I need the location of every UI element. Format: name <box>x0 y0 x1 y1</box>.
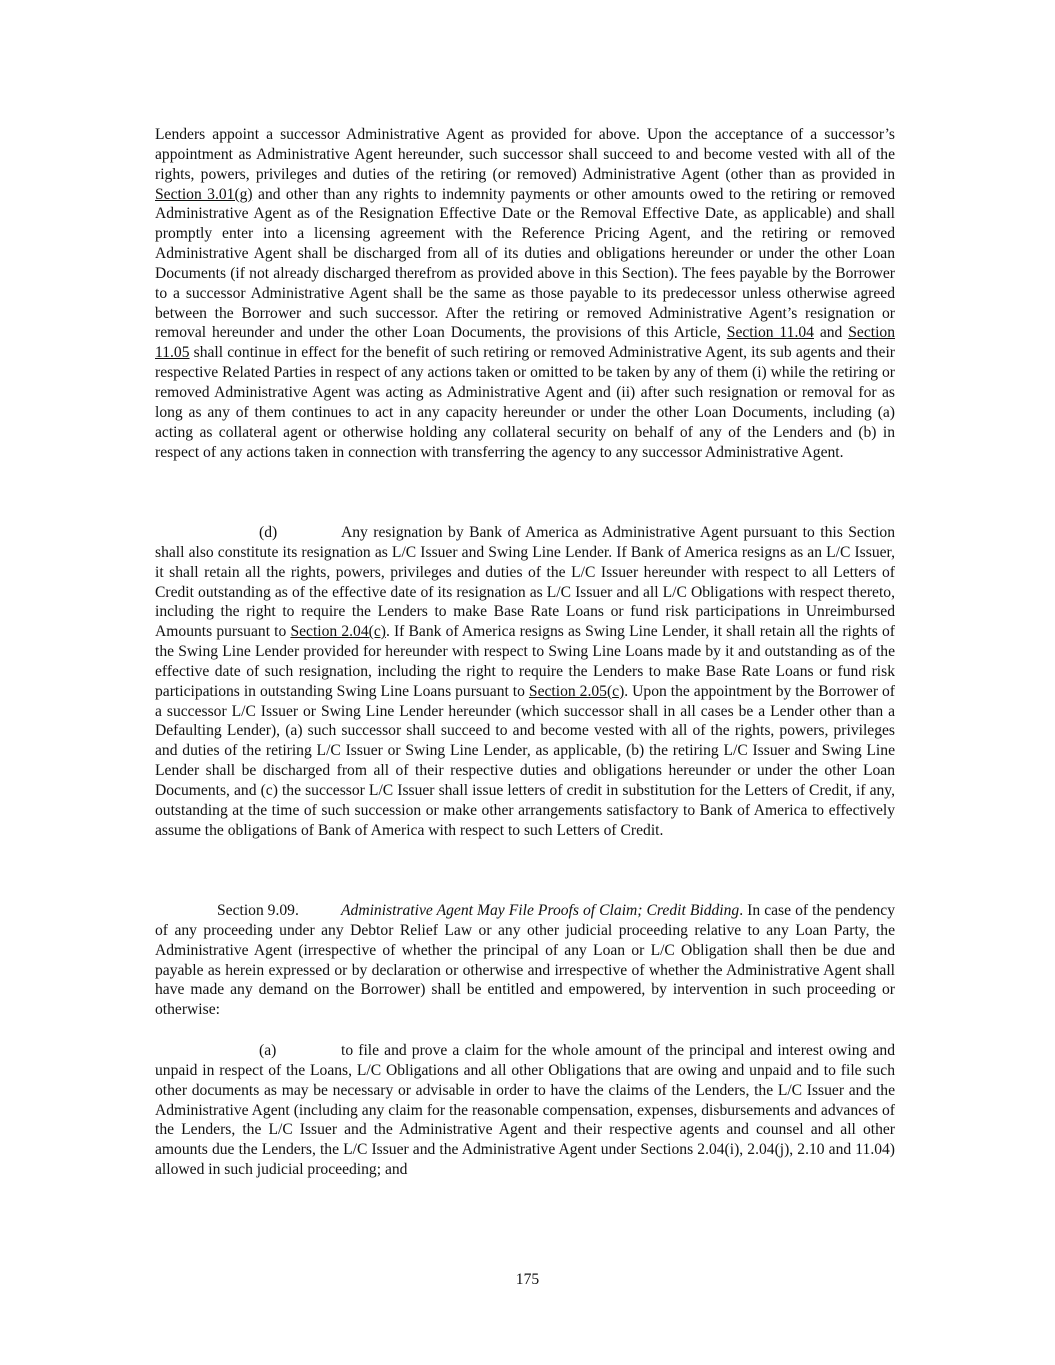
clause-label: (d) <box>259 524 278 541</box>
paragraph-successor-agent <box>155 125 895 462</box>
paragraph-text: Any resignation by Bank of America as Administrative Agent pursuant to this Section shall also constitute its resignation as L/C Issuer and Swing Line Lender. If Bank of America resigns as an L/C Issuer, it shall retain all the rights, powers, privileges and duties of the L/C Issuer hereunder with respect to all Letters of Credit outstanding as of the effective date of its resignation as L/C Issuer and all L/C Obligations with respect thereto, including the right to require the Lenders to make Base Rate Loans or fund risk participations in Unreimbursed Amounts pursuant to <box>155 524 895 641</box>
paragraph-text: Lenders appoint a successor Administrative Agent as provided for above. Upon the acceptance of a successor’s appointment as Administrative Agent hereunder, such successor shall succeed to and become vested with all of the rights, powers, privileges and duties of the retiring (or removed) Administrative Agent (other than as provided in <box>155 126 895 183</box>
section-reference-link: Section 2.05(c) <box>528 682 625 700</box>
paragraph-clause-a <box>155 1041 895 1180</box>
page-number: 175 <box>515 1271 540 1288</box>
section-reference-link: Section 2.04(c) <box>290 623 386 641</box>
section-heading: Administrative Agent May File Proofs of Claim; Credit Bidding <box>341 902 740 919</box>
section-reference-link: Section 11.05 <box>155 324 896 362</box>
paragraph-text: and other than any rights to indemnity payments or other amounts owed to the retiring or removed Administrative Agent as of the Resignation Effective Date or the Removal Effective Date, as applicable) and shall promptly enter into a licensing agreement with the Reference Pricing Agent, and the retiring or removed Administrative Agent shall be discharged from all of its duties and obligations hereunder or under the other Loan Documents (if not already discharged therefrom as provided above in this Section). The fees payable by the Borrower to a successor Administrative Agent shall be the same as those payable to its predecessor unless otherwise agreed between the Borrower and such successor. After the retiring or removed Administrative Agent’s resignation or removal hereunder and under the other Loan Documents, the provisions of this Article, <box>155 185 895 342</box>
paragraph-text: to file and prove a claim for the whole amount of the principal and interest owing and unpaid in respect of the Loans, L/C Obligations and all other Obligations that are owing and unpaid and to file such other documents as may be necessary or advisable in order to have the claims of the Lenders, the L/C Issuer and the Administrative Agent (including any claim for the reasonable compensation, expenses, disbursements and advances of the Lenders, the L/C Issuer and the Administrative Agent and their respective agents and counsel and all other amounts due the Lenders, the L/C Issuer and the Administrative Agent under Sections 2.04(i), 2.04(j), 2.10 and 11.04) allowed in such judicial proceeding; and <box>155 1042 895 1179</box>
paragraph-text: . If Bank of America resigns as Swing Line Lender, it shall retain all the rights of the Swing Line Lender provided for hereunder with respect to Swing Line Loans made by it and outstanding as of the effective date of such resignation, including the right to require the Lenders to make Base Rate Loans or fund risk participations in outstanding Swing Line Loans pursuant to <box>155 623 895 700</box>
paragraph-clause-d <box>155 523 895 841</box>
section-reference-link: Section 3.01(g) <box>155 185 253 203</box>
paragraph-text: . In case of the pendency of any proceeding under any Debtor Relief Law or any other judicial proceeding relative to any Loan Party, the Administrative Agent (irrespective of whether the principal of any Loan or L/C Obligation shall then be due and payable as herein expressed or by declaration or otherwise and irrespective of whether the Administrative Agent shall have made any demand on the Borrower) shall be entitled and empowered, by intervention in such proceeding or otherwise: <box>155 902 895 1019</box>
section-number: Section 9.09. <box>217 902 299 919</box>
paragraph-text: shall continue in effect for the benefit of such retiring or removed Administrative Agent, its sub agents and their respective Related Parties in respect of any actions taken or omitted to be taken by any of them (i) while the retiring or removed Administrative Agent was acting as Administrative Agent and (ii) after such resignation or removal for as long as any of them continues to act in any capacity hereunder or under the other Loan Documents, including (a) acting as collateral agent or otherwise holding any collateral security on behalf of any of the Lenders and (b) in respect of any actions taken in connection with transferring the agency to any successor Administrative Agent. <box>155 344 895 461</box>
paragraph-section-9-09 <box>155 901 895 1020</box>
paragraph-text: . Upon the appointment by the Borrower of a successor L/C Issuer or Swing Line Lender hereunder (which successor shall in all cases be a Lender other than a Defaulting Lender), (a) such successor shall succeed to and become vested with all of the rights, powers, privileges and duties of the retiring L/C Issuer or Swing Line Lender, as applicable, (b) the retiring L/C Issuer and Swing Line Lender shall be discharged from all of their respective duties and obligations hereunder or under the other Loan Documents, and (c) the successor L/C Issuer shall issue letters of credit in substitution for the Letters of Credit, if any, outstanding at the time of such succession or make other arrangements satisfactory to Bank of America to effectively assume the obligations of Bank of America with respect to such Letters of Credit. <box>155 682 895 839</box>
clause-label: (a) <box>259 1042 277 1059</box>
paragraph-text: and <box>813 324 849 342</box>
section-reference-link: Section 11.04 <box>726 324 814 342</box>
